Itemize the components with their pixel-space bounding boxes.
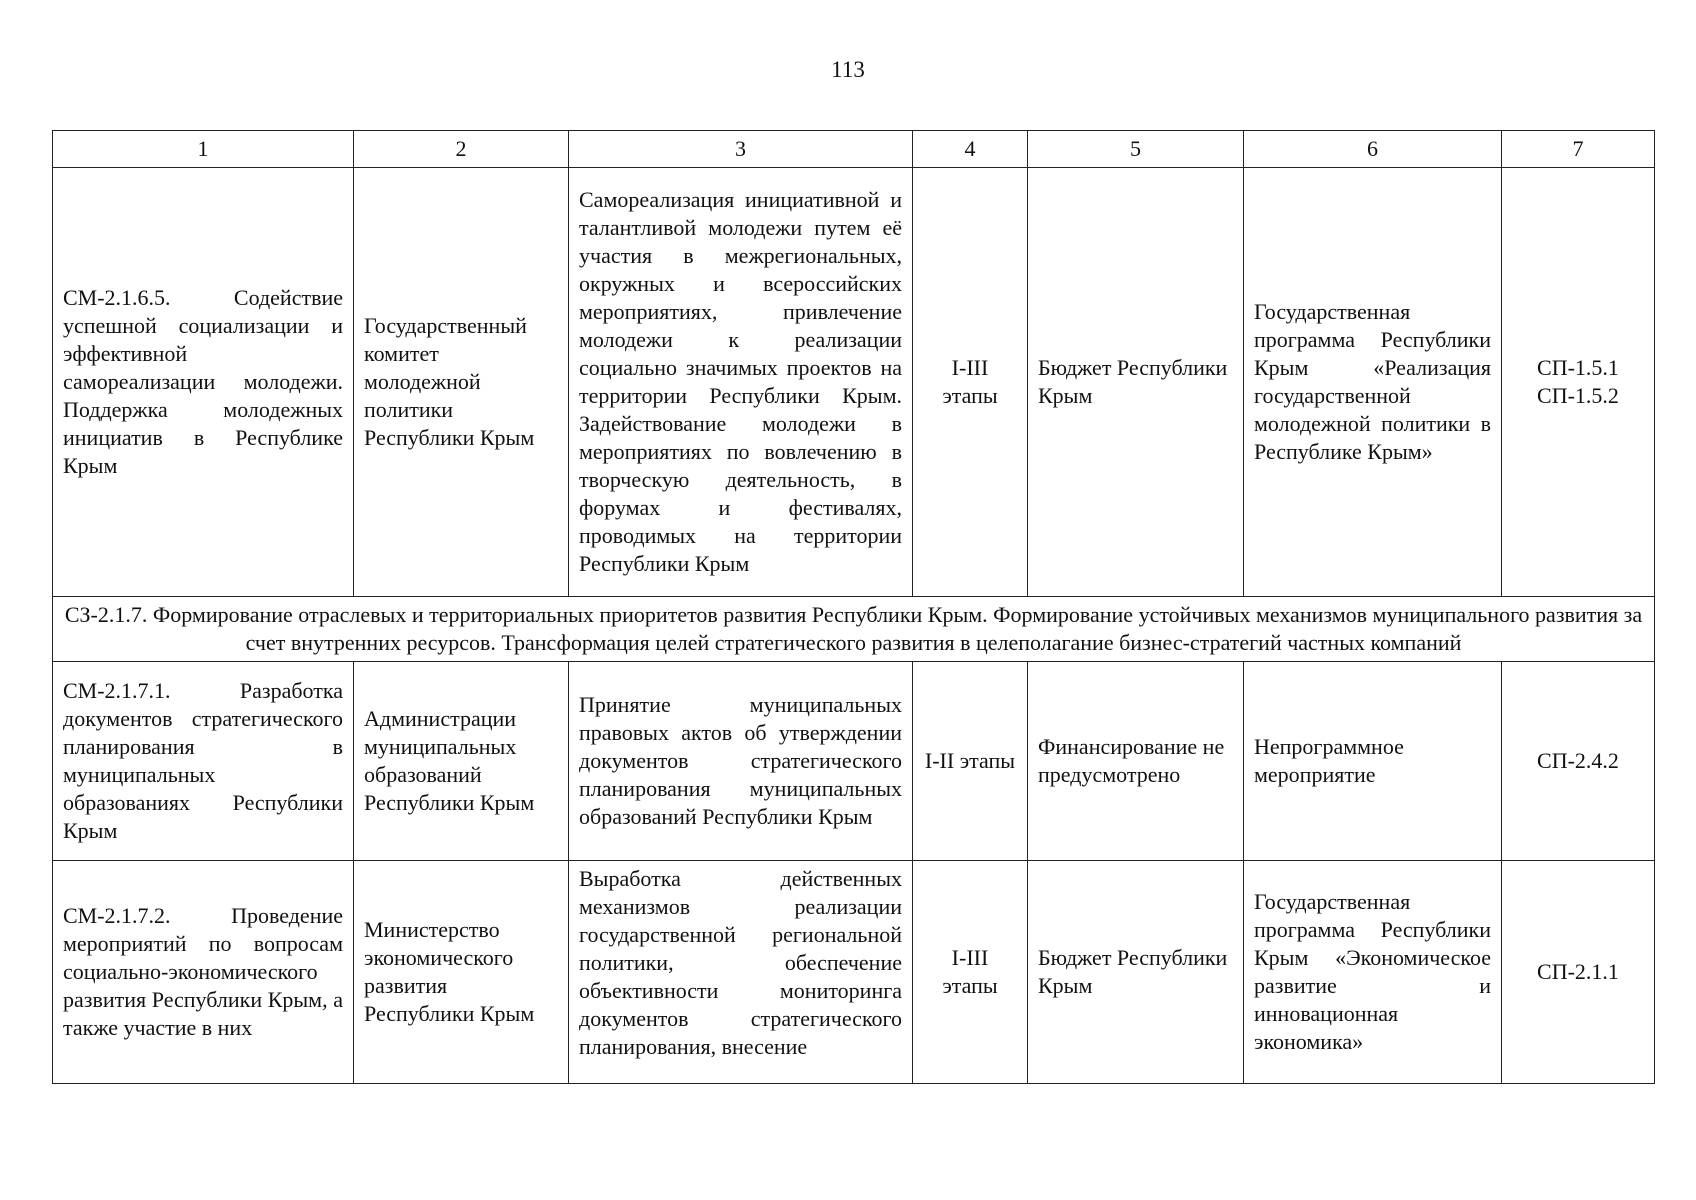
result-cell: Принятие муниципальных правовых актов об утверждении документов стратегического планирования муниципальных образований Республики Крым bbox=[569, 662, 913, 861]
code-value: СП-1.5.2 bbox=[1537, 383, 1619, 408]
page-number: 113 bbox=[831, 57, 865, 82]
stages-cell: I-III этапы bbox=[913, 861, 1028, 1084]
measure-cell: СМ-2.1.6.5. Содействие успешной социализации и эффективной самореализации молодежи. Поддержка молодежных инициатив в Республике Крым bbox=[53, 168, 354, 597]
column-header: 7 bbox=[1502, 131, 1655, 168]
stages-cell: I-II этапы bbox=[913, 662, 1028, 861]
column-header: 2 bbox=[354, 131, 569, 168]
program-cell: Государственная программа Республики Крым «Реализация государственной молодежной политики в Республике Крым» bbox=[1244, 168, 1502, 597]
executor-cell: Государственный комитет молодежной политики Республики Крым bbox=[354, 168, 569, 597]
funding-cell: Бюджет Республики Крым bbox=[1028, 168, 1244, 597]
executor-cell: Администрации муниципальных образований Республики Крым bbox=[354, 662, 569, 861]
column-header: 3 bbox=[569, 131, 913, 168]
column-header: 5 bbox=[1028, 131, 1244, 168]
measure-cell: СМ-2.1.7.1. Разработка документов стратегического планирования в муниципальных образованиях Республики Крым bbox=[53, 662, 354, 861]
code-cell bbox=[1502, 662, 1655, 861]
measures-table bbox=[52, 130, 1655, 1084]
code-value: СП-1.5.1 bbox=[1537, 355, 1619, 380]
funding-cell: Финансирование не предусмотрено bbox=[1028, 662, 1244, 861]
result-cell: Самореализация инициативной и талантливой молодежи путем её участия в межрегиональных, окружных и всероссийских мероприятиях, привлечение молодежи к реализации социально значимых проектов на территории Республики Крым. Задействование молодежи в мероприятиях по вовлечению в творческую деятельность, в форумах и фестивалях, проводимых на территории Республики Крым bbox=[569, 168, 913, 597]
code-value: СП-2.1.1 bbox=[1537, 959, 1619, 984]
table-row bbox=[53, 168, 1655, 597]
code-cell bbox=[1502, 861, 1655, 1084]
table-row bbox=[53, 662, 1655, 861]
funding-cell: Бюджет Республики Крым bbox=[1028, 861, 1244, 1084]
section-heading: СЗ-2.1.7. Формирование отраслевых и территориальных приоритетов развития Республики Крым. Формирование устойчивых механизмов муниципального развития за счет внутренних ресурсов. Трансформация целей стратегического развития в целеполагание бизнес-стратегий частных компаний bbox=[53, 597, 1655, 662]
stages-cell: I-III этапы bbox=[913, 168, 1028, 597]
code-value: СП-2.4.2 bbox=[1537, 748, 1619, 773]
measure-cell: СМ-2.1.7.2. Проведение мероприятий по вопросам социально-экономического развития Республики Крым, а также участие в них bbox=[53, 861, 354, 1084]
column-header: 1 bbox=[53, 131, 354, 168]
table-row bbox=[53, 861, 1655, 1084]
section-row bbox=[53, 597, 1655, 662]
result-cell bbox=[569, 861, 913, 1084]
result-text: Выработка действенных механизмов реализации государственной региональной политики, обеспечение объективности мониторинга документов стратегического планирования, внесение bbox=[579, 866, 902, 1059]
table-header-row bbox=[53, 131, 1655, 168]
code-cell bbox=[1502, 168, 1655, 597]
program-cell: Государственная программа Республики Крым «Экономическое развитие и инновационная экономика» bbox=[1244, 861, 1502, 1084]
column-header: 6 bbox=[1244, 131, 1502, 168]
executor-cell: Министерство экономического развития Республики Крым bbox=[354, 861, 569, 1084]
column-header: 4 bbox=[913, 131, 1028, 168]
program-cell: Непрограммное мероприятие bbox=[1244, 662, 1502, 861]
